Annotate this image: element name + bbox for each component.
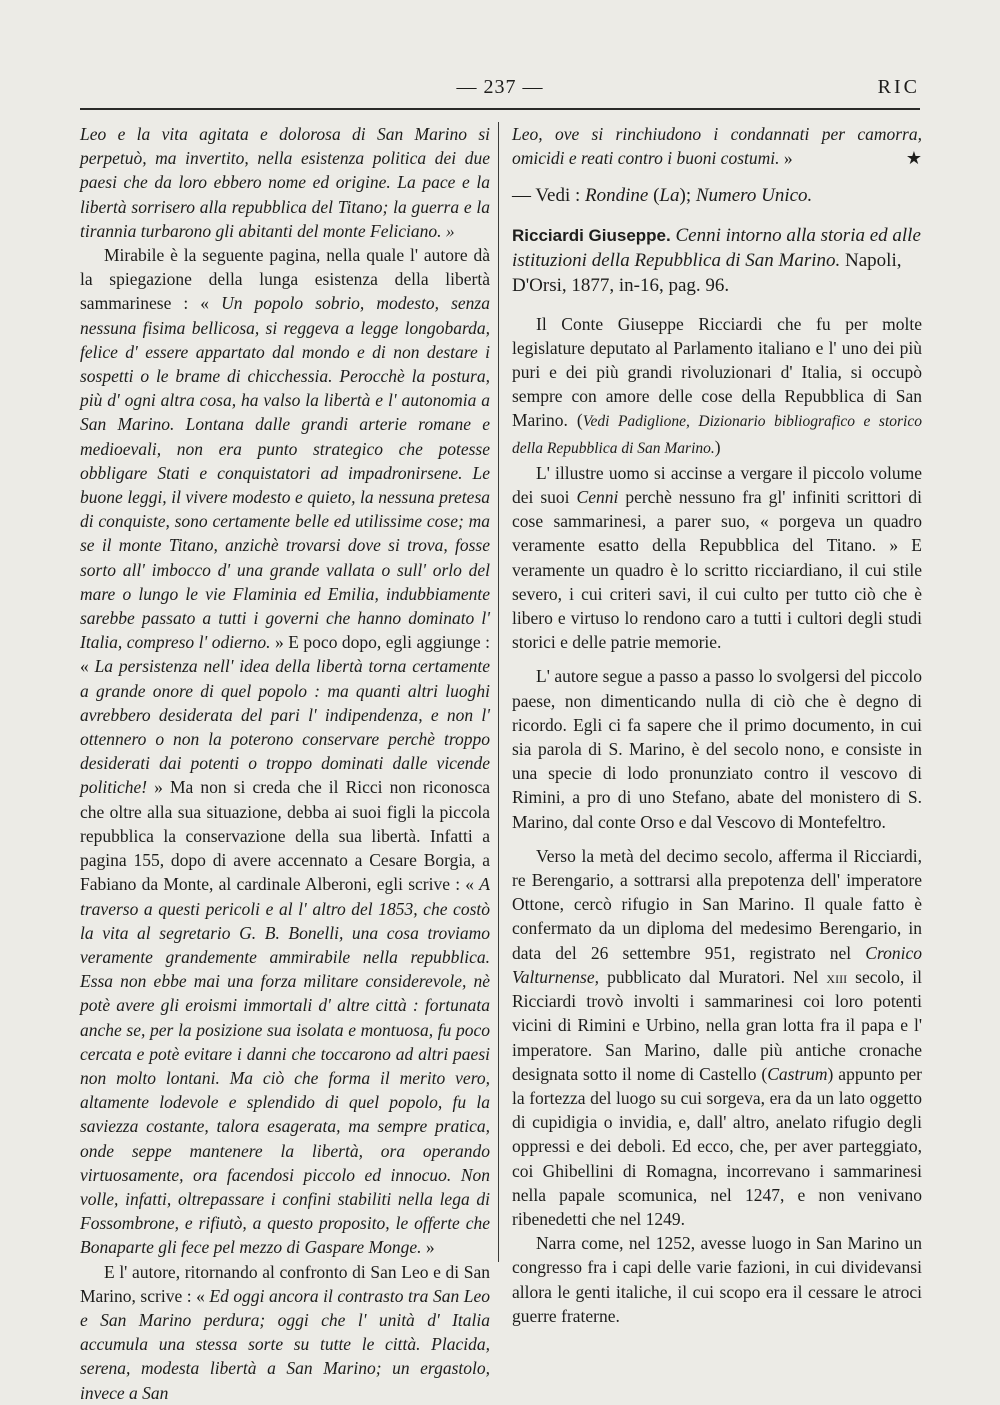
paragraph [512, 312, 922, 461]
entry-title: Cenni intorno alla storia ed alle istituzioni della Repubblica di San Marino. [512, 224, 921, 271]
title-text: Cenni [576, 487, 619, 508]
left-column [80, 122, 490, 1405]
quote-text: Leo e la vita agitata e dolorosa di San Marino si perpetuò, ma invertito, nella esistenza politica dei due paesi che da loro ebbero nome ed origine. La pace e la libertà sorrisero alla repubblica del Titano; la guerra e la tirannia turbarono gli abitanti del monte Feliciano. » [80, 124, 490, 241]
body-text: secolo, il Ricciardi trovò involti i sammarinesi coi loro potenti vicini di Rimini e Urbino, nella gran lotta fra il papa e l' imperatore. San Marino, dalle più antiche cronache designata sotto il nome di Castello ( [512, 966, 923, 1084]
body-text: » [783, 148, 793, 169]
reference-link: Rondine [585, 185, 649, 207]
column-divider [498, 122, 499, 1262]
body-text: L' illustre uomo si accinse a vergare il piccolo volume dei suoi [512, 462, 922, 508]
header-rule [80, 108, 920, 110]
body-text: L' autore segue a passo a passo lo svolgersi del piccolo paese, non dimenticando nulla di ciò che è degno di ricordo. Egli ci fa sapere che il primo documento, in cui sia parola di S. Marino, è del secolo nono, e consiste in una specie di lodo pronunziato contro il vescovo di Rimini, a pro di uno Stefano, abate del monistero di S. Marino, dal conte Orso e dal Vescovo di Montefeltro. [512, 666, 922, 832]
entry-imprint: Napoli, D'Orsi, 1877, in-16, pag. 96. [512, 249, 902, 296]
paragraph [512, 1231, 922, 1328]
body-text: » [425, 1237, 435, 1258]
body-text: ) appunto per la fortezza del luogo su cui sorgeva, era da un lato oggetto di cupidigia o invidia, e, dall' altro, anelato rifugio degli oppressi e dei deboli. Ed ecco, che, per aver parteggiato, coi Ghibellini di Romagna, incorrevano i sammarinesi nella papale scomunica, nel 1247, e non venivano ribenedetti che nel 1249. [512, 1063, 922, 1229]
body-text: E l' autore, ritornando al confronto di San Leo e di San Marino, scrive : « [80, 1261, 490, 1306]
quote-text: A traverso a questi pericoli e al l' altro del 1853, che costò la vita al segretario G. B. Bonelli, una cosa troviamo veramente grandemente ammirabile nella repubblica. Essa non ebbe mai una forza militare considerevole, nè potè avere gli eroismi immortali d' altre città : fortunata anche se, per la posizione sua isolata e montuosa, fu poco cercata e potè evitare i danni che toccarono ad altri paesi non molto lontani. Ma ciò che forma il merito vero, altamente lodevole e splendido di quel popolo, fu la saviezza costante, talora esagerata, ma sempre pratica, onde seppe mantenere la libertà, ora operando virtuosamente, ora facendosi piccolo ed innocuo. Non volle, infatti, oltrepassare i confini stabiliti nella lega di Fossombrone, e rifiutò, a questo proposito, le offerte che Bonaparte gli fece pel mezzo di Gaspare Monge. [80, 874, 490, 1258]
vedi-prefix: — Vedi : [512, 185, 581, 207]
page-number: — 237 — [456, 76, 544, 98]
body-text: Verso la metà del decimo secolo, afferma il Ricciardi, re Berengario, a sottrarsi alla prepotenza dell' imperatore Ottone, cercò rifugio in San Marino. Il quale fatto è confermato da un diploma del medesimo Berengario, in data del 26 settembre 951, registrato nel [512, 845, 922, 963]
cross-reference: — Vedi : Rondine (La); Numero Unico. [512, 185, 813, 207]
reference-link: Numero Unico. [695, 185, 813, 207]
body-text: Narra come, nel 1252, avesse luogo in San Marino un congresso fra i capi delle varie fazioni, in cui dividevansi allora le genti italiche, il cui scopo era il cessare le atroci guerre fraterne. [512, 1233, 922, 1326]
body-text: ) [714, 436, 721, 457]
quote-text: Ed oggi ancora il contrasto tra San Leo e San Marino perdura; oggi che l' unità d' Italia accumula una stessa sorte su tutte le città. Placida, serena, modesta libertà a San Marino; un ergastolo, invece a San [80, 1285, 490, 1403]
century-numeral: xiii [826, 966, 848, 987]
paragraph [512, 664, 922, 833]
paragraph [512, 122, 922, 170]
quote-text: Leo, ove si rinchiudono i condannati per camorra, omicidi e reati contro i buoni costumi. [512, 124, 922, 169]
quote-text: La persistenza nell' idea della libertà torna certamente a grande onore di quel popolo : ma quanti altri luoghi avrebbero desiderata del pari l' indipendenza, e non l' ottennero o non la poterono conservare perchè troppo desiderati dai potenti o troppo dominati dalle vicende politiche! [80, 656, 490, 798]
right-column [512, 122, 922, 1328]
reference-link: La [659, 185, 680, 207]
paragraph [80, 243, 490, 1260]
paragraph [512, 844, 922, 1231]
body-text: Mirabile è la seguente pagina, nella quale l' autore dà la spiegazione della lunga esistenza della libertà sammarinese : « [80, 245, 490, 314]
quote-text: Un popolo sobrio, modesto, senza nessuna fisima bellicosa, si reggeva a legge longobarda, felice d' essere appartato dal mondo e di non destare i sospetti o le brame di chicchessia. Perocchè la postura, più d' ogni altra cosa, ha valso la libertà e l' autonomia a San Marino. Lontana dalle grandi arterie romane e medioevali, non era punto strategico che potesse obbligare Stati e conquistatori ad impadronirsene. Le buone leggi, il vivere modesto e quieto, la nessuna pretesa di conquiste, sono certamente belle ed utilissime cose; ma se il monte Titano, anzichè trovarsi dove si trova, fosse sorto all' imbocco d' una grande vallata o sull' orlo del mare o lungo le vie Flaminia ed Emilia, indubbiamente sarebbe passato a tutti i governi che hanno dominato l' Italia, compreso l' odierno. [80, 293, 490, 653]
star-icon: ★ [905, 148, 922, 169]
paragraph [80, 1260, 490, 1405]
entry-author: Ricciardi Giuseppe. [512, 225, 671, 245]
reference-text: Vedi Padiglione, Dizionario bibliografico e storico della Repubblica di San Marino. [512, 413, 922, 457]
body-text: » Ma non si creda che il Ricci non riconosca che oltre alla sua situazione, debba ai suoi figli la piccola repubblica la conservazione della sua libertà. Infatti a pagina 155, dopo di avere accennato a Cesare Borgia, a Fabiano da Monte, al cardinale Alberoni, egli scrive : « [80, 777, 491, 895]
body-text: » E poco dopo, egli aggiunge : « [80, 632, 490, 677]
paragraph [80, 122, 490, 243]
bibliographic-entry [512, 223, 922, 298]
latin-term: Castrum [767, 1063, 828, 1084]
body-text: Il Conte Giuseppe Ricciardi che fu per molte legislature deputato al Parlamento italiano e l' uno dei più puri e dei più grandi rivoluzionari d' Italia, si occupò sempre con amore delle cose della Repubblica di San Marino. ( [512, 313, 922, 431]
running-head: RIC [877, 76, 920, 98]
body-text: pubblicato dal Muratori. Nel [607, 966, 819, 987]
paragraph [512, 461, 922, 655]
title-text: Cronico Valturnense, [512, 942, 922, 987]
body-text: perchè nessuno fra gl' infiniti scrittori di cose sammarinesi, a parer suo, « porgeva un quadro veramente esatto della Repubblica del Titano. » E veramente un quadro è lo scritto ricciardiano, il cui stile severo, i cui criteri savi, il cui culto per tutto ciò che è libero e virtuso lo rendono caro a tutti i cultori degli studi storici e delle patrie memorie. [512, 487, 923, 653]
